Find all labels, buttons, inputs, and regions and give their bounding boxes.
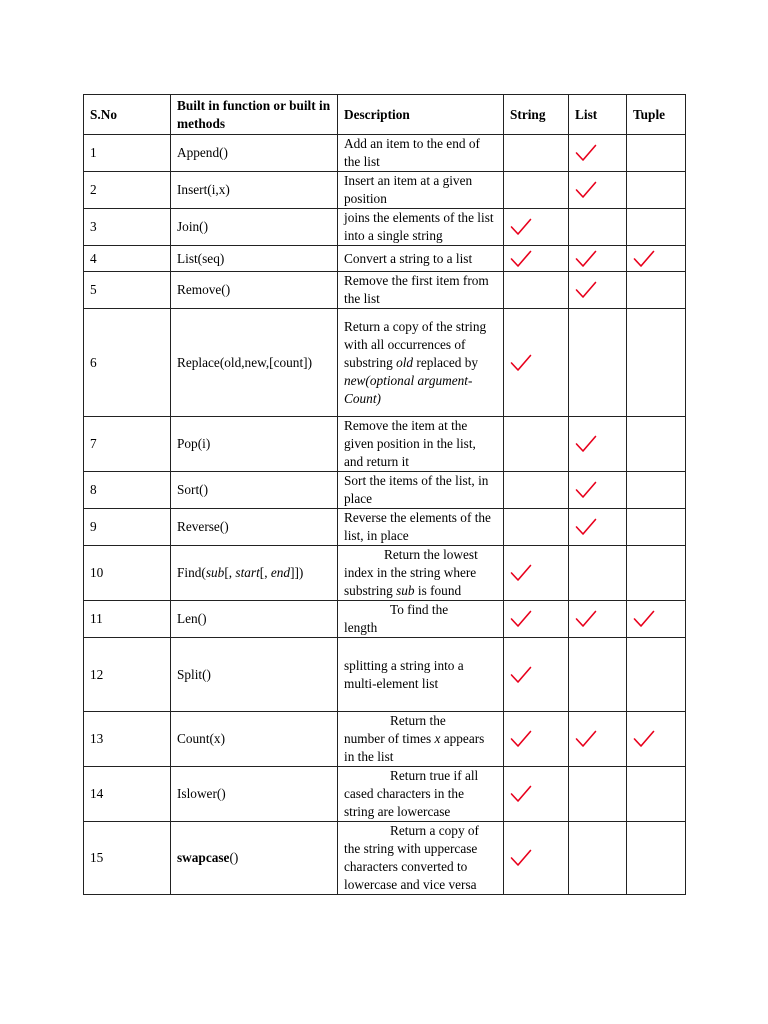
cell-tuple [627, 712, 686, 767]
checkmark-icon [510, 849, 532, 867]
checkmark-icon [510, 666, 532, 684]
cell-tuple [627, 638, 686, 712]
cell-list [569, 417, 627, 472]
table-row [84, 472, 686, 509]
cell-description: Sort the items of the list, in place [338, 472, 504, 509]
checkmark-icon [575, 518, 597, 536]
cell-tuple [627, 546, 686, 601]
cell-sno: 6 [84, 309, 171, 417]
cell-function: Reverse() [171, 509, 338, 546]
cell-function: Append() [171, 135, 338, 172]
cell-description: Return a copy of the string with all occurrences of substring old replaced by new(optional argument-Count) [338, 309, 504, 417]
checkmark-icon [633, 730, 655, 748]
cell-tuple [627, 135, 686, 172]
cell-tuple [627, 509, 686, 546]
checkmark-icon [510, 218, 532, 236]
table-row [84, 209, 686, 246]
cell-sno: 10 [84, 546, 171, 601]
cell-list [569, 209, 627, 246]
methods-table [83, 94, 686, 895]
checkmark-icon [575, 250, 597, 268]
table-row [84, 822, 686, 895]
cell-tuple [627, 246, 686, 272]
header-list: List [569, 95, 627, 135]
cell-sno: 8 [84, 472, 171, 509]
cell-sno: 14 [84, 767, 171, 822]
cell-function: swapcase() [171, 822, 338, 895]
header-tuple: Tuple [627, 95, 686, 135]
cell-tuple [627, 601, 686, 638]
cell-list [569, 601, 627, 638]
checkmark-icon [575, 610, 597, 628]
header-description: Description [338, 95, 504, 135]
checkmark-icon [510, 785, 532, 803]
cell-list [569, 638, 627, 712]
table-row [84, 246, 686, 272]
cell-description: Remove the item at the given position in the list, and return it [338, 417, 504, 472]
cell-sno: 3 [84, 209, 171, 246]
table-row [84, 135, 686, 172]
table-row [84, 601, 686, 638]
cell-tuple [627, 172, 686, 209]
table-row [84, 417, 686, 472]
cell-string [504, 309, 569, 417]
checkmark-icon [510, 354, 532, 372]
cell-function: Join() [171, 209, 338, 246]
checkmark-icon [575, 730, 597, 748]
cell-list [569, 172, 627, 209]
cell-string [504, 767, 569, 822]
cell-description: Convert a string to a list [338, 246, 504, 272]
cell-sno: 5 [84, 272, 171, 309]
cell-function: Remove() [171, 272, 338, 309]
cell-sno: 4 [84, 246, 171, 272]
checkmark-icon [575, 181, 597, 199]
table-row [84, 309, 686, 417]
cell-function: Len() [171, 601, 338, 638]
header-function: Built in function or built in methods [171, 95, 338, 135]
table-row [84, 509, 686, 546]
cell-description: Add an item to the end of the list [338, 135, 504, 172]
table-row [84, 546, 686, 601]
cell-function: Sort() [171, 472, 338, 509]
table-row [84, 767, 686, 822]
cell-description: Return the lowest index in the string where substring sub is found [338, 546, 504, 601]
checkmark-icon [510, 250, 532, 268]
cell-function: Pop(i) [171, 417, 338, 472]
cell-list [569, 712, 627, 767]
header-sno: S.No [84, 95, 171, 135]
cell-string [504, 209, 569, 246]
cell-list [569, 546, 627, 601]
cell-tuple [627, 309, 686, 417]
cell-function: Insert(i,x) [171, 172, 338, 209]
cell-string [504, 417, 569, 472]
cell-function: List(seq) [171, 246, 338, 272]
checkmark-icon [575, 281, 597, 299]
cell-sno: 12 [84, 638, 171, 712]
cell-sno: 1 [84, 135, 171, 172]
cell-function: Split() [171, 638, 338, 712]
cell-sno: 15 [84, 822, 171, 895]
cell-list [569, 767, 627, 822]
checkmark-icon [633, 610, 655, 628]
cell-description: joins the elements of the list into a single string [338, 209, 504, 246]
cell-sno: 13 [84, 712, 171, 767]
cell-function: Count(x) [171, 712, 338, 767]
cell-description: To find the length [338, 601, 504, 638]
cell-sno: 7 [84, 417, 171, 472]
table-row [84, 638, 686, 712]
cell-tuple [627, 767, 686, 822]
checkmark-icon [575, 481, 597, 499]
checkmark-icon [575, 144, 597, 162]
cell-description: Insert an item at a given position [338, 172, 504, 209]
checkmark-icon [633, 250, 655, 268]
cell-string [504, 172, 569, 209]
cell-string [504, 601, 569, 638]
cell-list [569, 135, 627, 172]
checkmark-icon [510, 730, 532, 748]
cell-list [569, 272, 627, 309]
cell-sno: 11 [84, 601, 171, 638]
checkmark-icon [510, 564, 532, 582]
cell-list [569, 309, 627, 417]
cell-description: Return a copy of the string with uppercase characters converted to lowercase and vice versa [338, 822, 504, 895]
checkmark-icon [575, 435, 597, 453]
cell-description: Reverse the elements of the list, in place [338, 509, 504, 546]
cell-list [569, 472, 627, 509]
header-row [84, 95, 686, 135]
cell-description: splitting a string into a multi-element list [338, 638, 504, 712]
cell-tuple [627, 417, 686, 472]
table-row [84, 712, 686, 767]
cell-sno: 9 [84, 509, 171, 546]
cell-string [504, 546, 569, 601]
cell-string [504, 638, 569, 712]
cell-function: Find(sub[, start[, end]]) [171, 546, 338, 601]
cell-string [504, 509, 569, 546]
cell-tuple [627, 472, 686, 509]
cell-description: Remove the first item from the list [338, 272, 504, 309]
table-row [84, 172, 686, 209]
cell-sno: 2 [84, 172, 171, 209]
cell-list [569, 246, 627, 272]
cell-string [504, 272, 569, 309]
cell-string [504, 712, 569, 767]
cell-tuple [627, 272, 686, 309]
header-string: String [504, 95, 569, 135]
cell-string [504, 472, 569, 509]
cell-function: Replace(old,new,[count]) [171, 309, 338, 417]
cell-list [569, 822, 627, 895]
checkmark-icon [510, 610, 532, 628]
cell-string [504, 246, 569, 272]
cell-string [504, 135, 569, 172]
cell-tuple [627, 209, 686, 246]
cell-list [569, 509, 627, 546]
table-row [84, 272, 686, 309]
cell-description: Return true if all cased characters in the string are lowercase [338, 767, 504, 822]
cell-tuple [627, 822, 686, 895]
cell-function: Islower() [171, 767, 338, 822]
cell-description: Return the number of times x appears in the list [338, 712, 504, 767]
cell-string [504, 822, 569, 895]
